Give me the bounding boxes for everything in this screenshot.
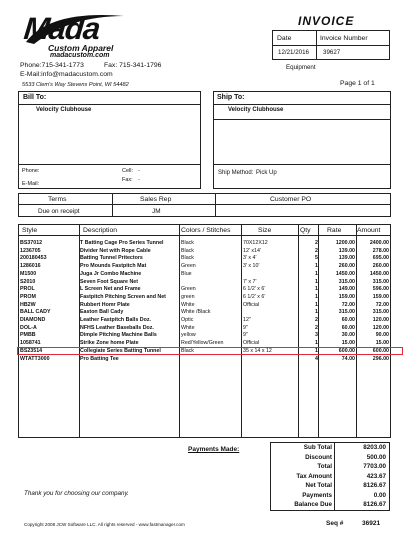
cell-colors: White /Black — [181, 309, 211, 316]
cell-style: 1058741 — [20, 340, 41, 347]
company-email[interactable]: E-Mail:info@madacustom.com — [20, 71, 113, 78]
cell-style: PROM — [20, 293, 36, 300]
cell-rate: 1450.00 — [335, 270, 355, 277]
summary-value: 423.67 — [366, 472, 386, 480]
bill-fax-value: - — [138, 177, 140, 183]
cell-qty: 5 — [315, 255, 318, 262]
summary-row — [270, 492, 390, 501]
bill-fax-label: Fax: — [122, 177, 133, 183]
cell-colors: White — [181, 324, 195, 331]
cell-colors: Red/Yellow/Green — [181, 340, 224, 347]
invoice-number: 39627 — [323, 49, 341, 56]
cell-colors: Black — [181, 255, 194, 262]
summary-label: Balance Due — [294, 501, 332, 508]
cell-style: HB2W — [20, 301, 36, 308]
table-row — [18, 294, 391, 302]
cell-description: NFHS Leather Baseballs Doz. — [80, 324, 154, 331]
col-size: Size — [258, 227, 272, 234]
cell-size: 3' x 4' — [243, 255, 257, 262]
cell-style: DIAMOND — [20, 317, 46, 323]
cell-description: Batting Tunnel Pritectors — [80, 255, 143, 262]
cell-amount: 159.00 — [372, 293, 389, 300]
cell-style: WTATT3000 — [20, 355, 50, 362]
table-row — [18, 240, 391, 248]
summary-value: 7703.00 — [363, 463, 386, 470]
col-description: Description — [83, 227, 117, 234]
company-phone: Phone:715-341-1773 — [20, 62, 84, 69]
table-row — [18, 302, 391, 310]
cell-description: Divider Net with Rope Cable — [80, 247, 151, 254]
cell-qty: 1 — [315, 263, 318, 270]
cell-size: 9" — [243, 324, 248, 331]
cell-qty: 3 — [315, 332, 318, 339]
cell-colors: green — [181, 293, 195, 300]
logo-subtitle: Custom Apparel — [48, 43, 114, 53]
seq-label: Seq # — [326, 520, 344, 527]
summary-label: Net Total — [305, 482, 332, 489]
cell-colors: Black — [181, 240, 194, 246]
logo-url: madacustom.com — [50, 52, 110, 59]
summary-label: Payments — [302, 491, 332, 499]
cell-style: BS23514 — [20, 347, 43, 354]
cell-rate: 74.00 — [341, 355, 355, 362]
cell-rate: 139.00 — [338, 255, 355, 262]
table-row — [18, 325, 391, 333]
company-logo: Mada — [22, 11, 102, 46]
cell-colors: Blue — [181, 270, 192, 277]
cell-style: PMBB — [20, 332, 36, 339]
cell-description: L Screen Net and Frame — [80, 286, 141, 293]
cell-amount: 72.00 — [375, 301, 389, 308]
table-row — [18, 332, 391, 340]
cell-amount: 120.00 — [372, 324, 389, 331]
col-colors: Colors / Stitches — [181, 227, 231, 234]
terms-label: Terms — [48, 196, 67, 203]
cell-qty: 1 — [315, 278, 318, 285]
cell-amount: 315.00 — [372, 278, 389, 285]
cell-rate: 15.00 — [341, 340, 355, 347]
cell-style: DOL-A — [20, 324, 37, 331]
cell-style: 1236705 — [20, 247, 41, 254]
cell-description: Easton Ball Cady — [80, 309, 124, 316]
summary-row — [270, 444, 390, 453]
summary-label: Tax Amount — [296, 472, 332, 480]
cell-description: Leather Fastpitch Balls Doz. — [80, 317, 151, 323]
cell-style: PROL — [20, 286, 35, 293]
bill-cell-label: Cell: — [122, 168, 134, 174]
cell-description: Pro Batting Tee — [80, 355, 119, 362]
cell-qty: 2 — [315, 247, 318, 254]
cell-description: Seven Foot Square Net — [80, 278, 138, 285]
cell-rate: 149.00 — [338, 286, 355, 293]
table-row — [18, 263, 391, 271]
cell-colors: Black — [181, 247, 194, 254]
cell-size: 6 1/2' x 6' — [243, 293, 266, 300]
table-row — [18, 309, 391, 317]
cell-rate: 315.00 — [338, 309, 355, 316]
summary-row — [270, 473, 390, 482]
cell-size: 6 1/2' x 6' — [243, 286, 266, 293]
table-row — [18, 286, 391, 294]
cell-colors: Optic — [181, 317, 194, 323]
cell-rate: 315.00 — [338, 278, 355, 285]
customer-po-label: Customer PO — [270, 196, 312, 203]
cell-amount: 315.00 — [372, 309, 389, 316]
cell-description: Strike Zone home Plate — [80, 340, 139, 347]
summary-row — [270, 454, 390, 463]
cell-amount: 15.00 — [375, 340, 389, 347]
cell-rate: 159.00 — [338, 293, 355, 300]
cell-rate: 60.00 — [341, 324, 355, 331]
payments-label: Payments Made: — [188, 446, 240, 453]
cell-rate: 260.00 — [338, 263, 355, 270]
cell-amount: 1450.00 — [369, 270, 389, 277]
cell-rate: 1200.00 — [335, 240, 355, 246]
cell-size: 3' x 10' — [243, 263, 260, 270]
summary-label: Sub Total — [303, 444, 332, 451]
col-amount: Amount — [357, 227, 381, 234]
invoice-number-label: Invoice Number — [320, 35, 368, 42]
cell-colors: yellow — [181, 332, 196, 339]
bill-to-name: Velocity Clubhouse — [36, 107, 92, 113]
bill-to-label: Bill To: — [23, 94, 47, 101]
sales-rep-value: JM — [152, 208, 161, 215]
cell-description: Pro Mounds Fastpitch Mat — [80, 263, 147, 270]
sales-rep-label: Sales Rep — [140, 196, 172, 203]
table-row — [18, 317, 391, 325]
cell-colors: White — [181, 301, 195, 308]
table-row — [18, 279, 391, 287]
cell-rate: 600.00 — [338, 347, 355, 354]
cell-size: 12" — [243, 317, 251, 323]
cell-qty: 2 — [315, 324, 318, 331]
table-row — [18, 271, 391, 279]
cell-style: BS37012 — [20, 240, 43, 246]
copyright-text: Copyright 2008 JCW Software LLC. All rights reserved - www.fastmanager.com — [24, 522, 185, 527]
cell-description: Dimple Pitching Machine Balls — [80, 332, 157, 339]
summary-label: Discount — [305, 453, 332, 461]
cell-qty: 1 — [315, 309, 318, 316]
cell-qty: 1 — [315, 340, 318, 347]
summary-row — [270, 463, 390, 472]
bill-cell-value: - — [138, 168, 140, 174]
invoice-date: 12/21/2016 — [278, 49, 309, 56]
cell-amount: 260.00 — [372, 263, 389, 270]
cell-description: Fastpitch Pitching Screen and Net — [80, 293, 166, 300]
invoice-category: Equipment — [286, 64, 316, 71]
cell-style: 200180453 — [20, 255, 47, 262]
cell-rate: 30.00 — [341, 332, 355, 339]
cell-qty: 4 — [315, 355, 318, 362]
cell-amount: 90.00 — [375, 332, 389, 339]
cell-qty: 1 — [315, 347, 318, 354]
cell-qty: 1 — [315, 286, 318, 293]
cell-colors: Green — [181, 286, 196, 293]
ship-to-name: Velocity Clubhouse — [228, 107, 284, 113]
cell-amount: 596.00 — [372, 286, 389, 293]
cell-amount: 278.00 — [372, 247, 389, 254]
cell-rate: 60.00 — [341, 317, 355, 323]
page-indicator: Page 1 of 1 — [340, 80, 375, 87]
cell-style: M1500 — [20, 270, 37, 277]
col-style: Style — [22, 227, 38, 234]
company-fax: Fax: 715-341-1796 — [104, 62, 162, 69]
cell-amount: 600.00 — [372, 347, 389, 354]
cell-amount: 2400.00 — [369, 240, 389, 246]
summary-row — [270, 501, 390, 510]
cell-colors: Green — [181, 263, 196, 270]
ship-method: Pick Up — [256, 170, 277, 176]
cell-colors: Black — [181, 347, 194, 354]
row-highlight — [17, 347, 403, 355]
summary-label: Total — [317, 463, 332, 470]
summary-value: 500.00 — [366, 453, 386, 461]
cell-description: Collegiate Series Batting Tunnel — [80, 347, 161, 354]
cell-qty: 2 — [315, 317, 318, 323]
bill-email-label: E-Mail: — [22, 181, 40, 187]
table-row — [18, 356, 391, 364]
summary-value: 8126.67 — [363, 501, 386, 508]
cell-qty: 1 — [315, 293, 318, 300]
terms-value: Due on receipt — [38, 208, 80, 215]
bill-to-box — [18, 91, 201, 189]
cell-description: Rubbert Homr Plate — [80, 301, 130, 308]
cell-description: Juga Jr Combo Machine — [80, 270, 142, 277]
summary-value: 0.00 — [373, 491, 386, 499]
cell-style: 1286016 — [20, 263, 41, 270]
cell-amount: 296.00 — [372, 355, 389, 362]
cell-size: 9" — [243, 332, 248, 339]
cell-size: 35 x 14 x 12 — [243, 347, 272, 354]
cell-rate: 72.00 — [341, 301, 355, 308]
cell-size: 7' x 7' — [243, 278, 257, 285]
cell-qty: 1 — [315, 270, 318, 277]
col-rate: Rate — [327, 227, 342, 234]
col-qty: Qty — [300, 227, 311, 234]
cell-size: 12' x14' — [243, 247, 261, 254]
date-label: Date — [277, 35, 292, 42]
cell-style: BALL CADY — [20, 309, 51, 316]
cell-amount: 120.00 — [372, 317, 389, 323]
cell-rate: 139.00 — [338, 247, 355, 254]
thanks-text: Thank you for choosing our company. — [24, 490, 129, 497]
summary-row — [270, 482, 390, 491]
table-row — [18, 255, 391, 263]
company-address: 5533 Clem's Way Stevens Point, WI 54482 — [22, 82, 129, 88]
cell-size: 70X12X12 — [243, 240, 268, 246]
summary-value: 8203.00 — [363, 444, 386, 451]
table-row — [18, 248, 391, 256]
invoice-title: INVOICE — [298, 14, 355, 28]
ship-to-label: Ship To: — [217, 94, 245, 101]
seq-number: 36921 — [362, 520, 381, 527]
cell-qty: 2 — [315, 240, 318, 246]
summary-value: 8126.67 — [363, 482, 386, 489]
cell-description: T Batting Cage Pro Series Tunnel — [80, 240, 164, 246]
bill-phone-label: Phone: — [22, 168, 40, 174]
cell-style: S2010 — [20, 278, 36, 285]
cell-size: Official — [243, 301, 260, 308]
cell-qty: 1 — [315, 301, 318, 308]
ship-method-label: Ship Method: — [218, 170, 254, 176]
cell-size: Official — [243, 340, 260, 347]
cell-amount: 695.00 — [372, 255, 389, 262]
